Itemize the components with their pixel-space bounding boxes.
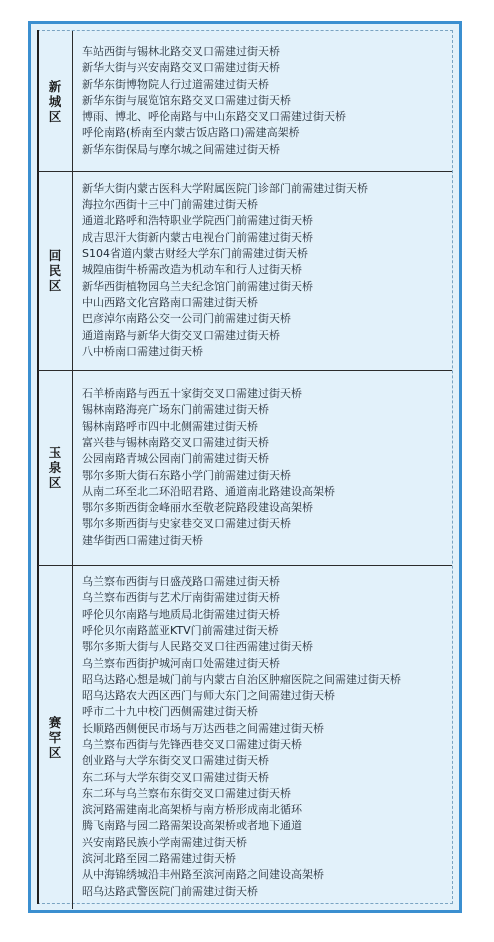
list-item: 车站西街与锡林北路交叉口需建过街天桥 <box>82 44 280 58</box>
list-item: 新华东街保局与摩尔城之间需建过街天桥 <box>82 142 280 156</box>
district-row-saihan <box>38 565 452 909</box>
list-item: 乌兰察布西街与艺术厅南街需建过街天桥 <box>82 591 280 605</box>
district-label-cell <box>38 565 73 909</box>
list-item: 八中桥南口需建过街天桥 <box>82 344 203 358</box>
district-name: 回民区 <box>48 248 62 293</box>
list-item: 巴彦淖尔南路公交一公司门前需建过街天桥 <box>82 312 291 326</box>
district-row-huimin <box>38 171 452 371</box>
list-item: 建华街西口需建过街天桥 <box>82 533 203 547</box>
list-item: 新华西街植物园乌兰夫纪念馆门前需建过街天桥 <box>82 279 313 293</box>
list-item: 富兴巷与锡林南路交叉口需建过街天桥 <box>82 435 269 449</box>
list-item: 腾飞南路与园二路需架设高架桥或者地下通道 <box>82 819 302 833</box>
list-item: 创业路与大学东街交叉口需建过街天桥 <box>82 754 269 768</box>
list-item: 博雨、博北、呼伦南路与中山东路交叉口需建过街天桥 <box>82 110 346 124</box>
list-item: 鄂尔多斯大街与人民路交叉口往西需建过街天桥 <box>82 640 313 654</box>
list-item: 昭乌达路农大西区西门与师大东门之间需建过街天桥 <box>82 689 335 703</box>
list-item: 呼市二十九中校门西侧需建过街天桥 <box>82 705 258 719</box>
list-item: 锡林南路呼市四中北侧需建过街天桥 <box>82 419 258 433</box>
list-item: 东二环与大学东街交叉口需建过街天桥 <box>82 770 269 784</box>
list-item: 石羊桥南路与西五十家街交叉口需建过街天桥 <box>82 387 302 401</box>
list-item: S104省道内蒙古财经大学东门前需建过街天桥 <box>82 247 308 261</box>
list-item: 中山西路文化宫路南口需建过街天桥 <box>82 295 258 309</box>
item-list <box>73 370 452 565</box>
list-item: 乌兰察布西街与先锋西巷交叉口需建过街天桥 <box>82 738 302 751</box>
list-item: 通道南路与新华大街交叉口需建过街天桥 <box>82 328 280 342</box>
list-item: 呼伦贝尔南路蓝亚KTV门前需建过街天桥 <box>82 623 279 637</box>
list-item: 鄂尔多斯西街金峰丽水至敬老院路段建设高架桥 <box>82 501 313 515</box>
list-item: 锡林南路海亮广场东门前需建过街天桥 <box>82 403 269 417</box>
item-list <box>73 565 452 909</box>
list-item: 鄂尔多斯大街石东路小学门前需建过街天桥 <box>82 468 291 482</box>
district-name: 新城区 <box>48 78 62 124</box>
list-item: 从南二环至北二环沿昭君路、通道南北路建设高架桥 <box>82 484 335 498</box>
district-label-cell <box>38 31 73 171</box>
list-item: 成吉思汗大街新内蒙古电视台门前需建过街天桥 <box>82 230 313 244</box>
list-item: 新华大街内蒙古医科大学附属医院门诊部门前需建过街天桥 <box>82 181 368 195</box>
list-item: 兴安南路民族小学南需建过街天桥 <box>82 835 247 849</box>
list-item: 海拉尔西街十三中门前需建过街天桥 <box>82 198 258 212</box>
list-item: 乌兰察布西街与日盛茂路口需建过街天桥 <box>82 575 280 589</box>
list-item: 从中海锦绣城沿丰州路至滨河南路之间建设高架桥 <box>82 868 324 882</box>
district-row-xincheng <box>38 31 452 172</box>
district-name: 赛罕区 <box>48 714 62 760</box>
item-list <box>73 171 452 370</box>
list-item: 昭乌达路心想是城门前与内蒙古自治区肿瘤医院之间需建过街天桥 <box>82 672 401 686</box>
list-item: 昭乌达路武警医院门前需建过街天桥 <box>82 884 258 898</box>
list-item: 鄂尔多斯西街与史家巷交叉口需建过街天桥 <box>82 517 291 531</box>
table-frame <box>28 21 462 913</box>
district-label-cell <box>38 171 73 370</box>
list-item: 城隍庙街牛桥需改造为机动车和行人过街天桥 <box>82 263 302 277</box>
list-item: 滨河北路至园二路需建过街天桥 <box>82 852 236 866</box>
list-item: 东二环与乌兰察布东街交叉口需建过街天桥 <box>82 786 291 800</box>
district-label-cell <box>38 370 73 565</box>
list-item: 通道北路呼和浩特职业学院西门前需建过街天桥 <box>82 214 313 228</box>
list-item: 呼伦南路(桥南至内蒙古饭店路口)需建高架桥 <box>82 126 300 140</box>
table-inner <box>37 30 453 904</box>
list-item: 公园南路青城公园南门前需建过街天桥 <box>82 452 269 466</box>
list-item: 新华大街与兴安南路交叉口需建过街天桥 <box>82 61 280 75</box>
item-list <box>73 31 452 171</box>
list-item: 乌兰察布西街护城河南口处需建过街天桥 <box>82 656 280 670</box>
district-row-yuquan <box>38 370 452 566</box>
list-item: 滨河路需建南北高架桥与南方桥形成南北循环 <box>82 803 302 817</box>
list-item: 长顺路西侧便民市场与万达西巷之间需建过街天桥 <box>82 721 324 735</box>
list-item: 新华东街博物院人行过道需建过街天桥 <box>82 77 269 91</box>
district-name: 玉泉区 <box>48 445 62 490</box>
list-item: 呼伦贝尔南路与地质局北街需建过街天桥 <box>82 607 280 621</box>
list-item: 新华东街与展览馆东路交叉口需建过街天桥 <box>82 93 291 107</box>
